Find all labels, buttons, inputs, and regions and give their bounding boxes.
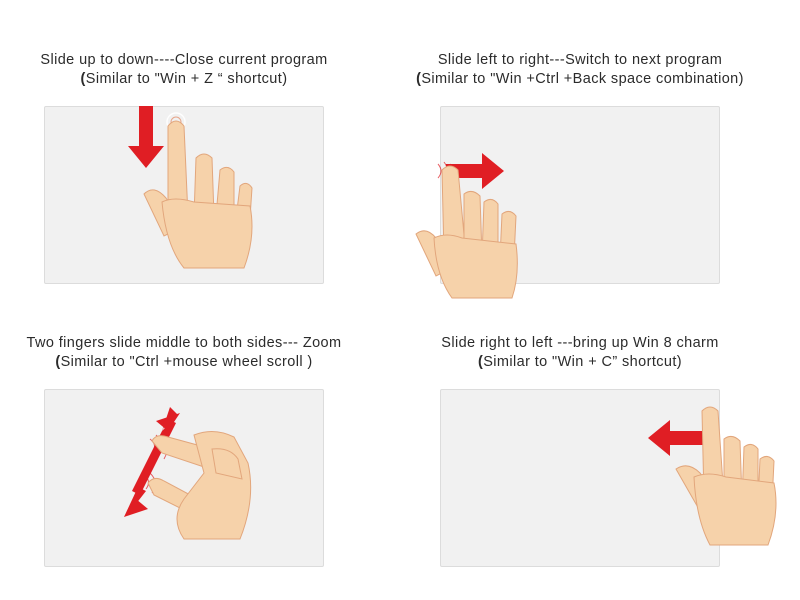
swipe-left-illustration (440, 389, 800, 569)
hand-icon (144, 121, 252, 268)
gesture-caption-zoom (0, 334, 368, 372)
hand-icon (416, 166, 517, 298)
arrow-down-icon (128, 106, 164, 168)
swipe-right-illustration (400, 106, 720, 306)
gesture-subtitle: (Similar to "Win +Ctrl +Back space combination) (416, 71, 744, 87)
arrow-left-icon (648, 420, 704, 456)
gesture-caption-close (0, 51, 368, 89)
hand-icon (148, 431, 251, 539)
gesture-caption-switch (400, 51, 760, 89)
gesture-title: Slide left to right---Switch to next program (437, 52, 723, 68)
gesture-title: Slide right to left ---bring up Win 8 charm (441, 335, 719, 351)
gesture-subtitle: (Similar to "Win + Z “ shortcut) (80, 71, 288, 87)
pinch-zoom-illustration (44, 389, 324, 569)
hand-icon (676, 407, 776, 545)
gesture-caption-charm (400, 334, 760, 372)
gesture-title: Two fingers slide middle to both sides--- Zoom (26, 335, 342, 351)
swipe-down-illustration (44, 106, 324, 286)
gesture-title: Slide up to down----Close current program (40, 52, 328, 68)
gesture-subtitle: (Similar to "Win + C” shortcut) (477, 354, 683, 370)
gesture-subtitle: (Similar to "Ctrl +mouse wheel scroll ) (55, 354, 313, 370)
